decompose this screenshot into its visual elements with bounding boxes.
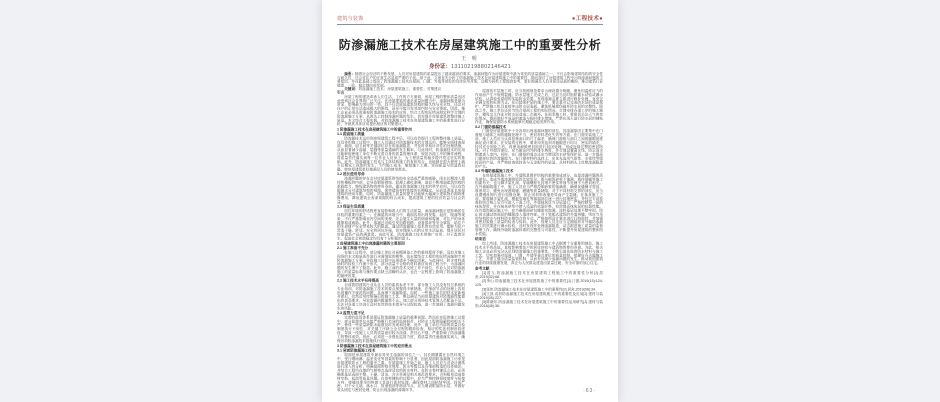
subsection-heading: 3.1 屋面防渗漏施工技术 <box>337 348 376 353</box>
subsection-heading: 1.3 保证生活质量 <box>337 204 365 209</box>
body-paragraph: 房屋工程的建造牵涉人们生活、工作的方方面面，房屋工程的整体质量也因此受到社会各界的广泛关注。在房屋建筑的诸多质量问题当中，渗漏问题是最为常见、影响最为突出的一类，其不仅会降低建筑结构的耐久性与安全性，还会对住户的正常生活造成极大的困扰，甚至可能引发邻里纠纷与安全事故。因此，施工企业必须高度重视防渗漏施工技术的应用，结合工程实际情况制定科学合理的防渗漏施工方案，从源头上控制渗漏问题的发生，切实提升房屋建筑的整体施工质量。本文结合工程实践，对防渗漏施工技术在房屋建筑施工中的重要性进行分析，并就其具体应用提出相应的对策建议。 <box>337 94 465 127</box>
reference-item: [2]李山.防渗漏施工技术在房屋建筑施工中的重要性[J].门窗,2019(15):124-125. <box>475 278 603 288</box>
reference-item: [3]张伟.防渗漏施工技术在房屋建筑施工中的重要性[J].居舍,2019(06):34. <box>482 287 597 292</box>
abstract-label: 摘要： <box>344 71 355 76</box>
body-paragraph: 屋面是房屋建筑中最容易发生渗漏的部位之一，其长期暴露在自然环境之中，受日晒雨淋、温差变化等因素的影响十分显著，因此屋面防渗漏施工历来是房屋建筑防水工程的重中之重。在屋面施工开始之前，施工人员应当对设计图纸进行深入的分析，明确屋面的排水坡度、防水等级以及各细部构造的具体做法，并结合工程所在地的气候特点选择适宜的防水材料。在防水卷材铺设之前，必须确保基层表面平整、干燥、清洁，含水率满足相关规范的要求，否则极易造成卷材空鼓、起泡等质量问题。在卷材铺贴的过程中，应当严格控制搭接宽度与搭接方向，接缝处要采用热熔工艺进行密封处理，确保卷材之间粘结牢固、封闭严密。对于女儿墙、落水口、管道根部等细部节点，应当增设附加防水层，并做好收头固定与密封处理，防止出现渗漏的薄弱环节。 <box>337 352 465 393</box>
page-number: ·63· <box>583 388 596 394</box>
body-paragraph: 屋面找平层施工时，应当按照规范要求合理设置分格缝，避免因温度应力的作用而产生不规则裂缝。防水层施工完成之后，还应当及时组织蓄水试验或淋水试验，认真检验屋面的实际防水效果，发现渗漏点要立即进行修补处理，直至完全满足验收标准为止。在后续保护层的施工中，要注意对已完成防水层的成品保护，严禁施工机具直接冲击防水层表面，避免机械损伤破坏防水层的完整性。除此之外，施工单位还应当结合屋面工程的实际情况，合理安排各道工序的施工顺序，避免交叉作业对防水层造成二次破坏。在雨季施工时，要密切关注天气的变化情况，提前做好半成品的遮盖与临时排水措施，严禁在雨天进行防水层的铺贴作业，确保屋面防水系统能够长期稳定地发挥作用。 <box>475 89 603 125</box>
body-paragraph: 防渗漏技术运用到房屋建筑工程中后，可以有效提升工程的整体施工质量。在具体的施工过程中，施工人员通过对防渗漏技术的合理运用，能够全面排查屋面、墙面、厨卫间等关键部位存在的渗漏隐患，并及时采取针对性的处理措施，从而显著减少渗漏、裂缝等质量通病的发生概率。与此同时，防渗漏技术的应用还能够促使施工单位不断完善自身的质量管理体系，规范各道工序的操作流程，将质量责任落实到每一位作业人员身上，为工程质量的稳步提升奠定坚实的基础。此外，防渗漏施工技术与主体结构施工的有机结合，也能够在很大程度上减少后期返工现象的发生，节约施工成本，缩短施工工期，实现质量与效益的双赢，使房屋建筑更好地满足人们的使用需求。 <box>337 135 465 172</box>
body-paragraph: 目前我国建筑行业从业人员的素质参差不齐，部分施工人员没有经过系统的专业培训，对防渗漏施工技术的要点掌握得不够熟练，在细部节点的处理上容易出现操作不规范的问题，从而埋下渗漏隐患。同时，一些施工单位的技术更新相对滞后，仍然沿用传统落后的施工工艺，难以满足当前房屋建筑对防渗漏性能提出的更高要求，导致渗漏问题屡禁不止。加之部分现场技术管理人员配备不足，无法对各道工序进行及时有效的技术指导与过程检查，进一步加剧了渗漏问题发生的风险。 <box>337 282 465 311</box>
abstract-text: 随着社会经济的不断发展，人们对房屋建筑的质量提出了越来越高的要求，渗漏问题作为房屋建筑中最为常见的质量通病之一，不仅会影响建筑结构的安全性与耐久性，还会对住户的正常生活造成严重的干扰。基于此，文章首先分析了防渗漏施工技术在房屋建筑施工中的重要性，随后探讨了房屋建筑工程中出现渗漏问题的主要原因，并在此基础上提出了防渗漏施工技术在屋面、门窗、外墙等部位的具体应用对策，以期为同类工程提供参考，更好地满足人们对居住品质的期盼，推动建筑行业健康、一致、稳定地向前发展。 <box>337 71 603 88</box>
subsection-heading: 2.1 施工准备不充分 <box>337 245 369 251</box>
subsection-heading: 3.2 门窗防渗漏技术 <box>475 124 507 129</box>
reference-item: [5]陈晓东.防渗漏施工技术在房屋建筑施工中的重要性运用研究[J].建材与装饰,2018(45):36. <box>475 299 603 309</box>
section-heading: 2 房屋建筑施工中出现渗漏问题的主要原因 <box>337 240 405 246</box>
keywords-text: 防渗漏施工技术；房屋建筑施工；重要性；对策建议 <box>358 86 442 92</box>
article-body <box>337 86 603 397</box>
subsection-heading: 3.3 外墙防渗漏施工技术 <box>475 168 514 173</box>
body-paragraph: 综上所述，防渗漏施工技术在房屋建筑施工中占据着十分重要的地位，施工技术水平的高低，直接影响着住户的居住体验与建筑物的使用寿命。为此，相关施工企业必须充分认识到防渗漏施工的重要性，不断引进先进的防水材料与施工工艺，切实加强对屋面、门窗、外墙等重点部位的质量控制，把握好各关键施工工艺，并建立健全质量监管机制，从而有效减少渗漏问题的发生，推动我国建筑行业的持续健康发展，真正为人民群众建造出质量过硬、安全可靠的放心住宅。 <box>475 241 603 266</box>
subsection-heading: 2.3 监管力度不足 <box>337 310 365 316</box>
page-header <box>337 12 603 22</box>
subsection-heading: 2.2 施工技术水平有待提高 <box>337 278 379 283</box>
body-paragraph: 在房屋建筑施工中，外墙既是围护结构的重要组成部分，也是渗漏问题的高发部位。造成外墙渗漏的原因比较复杂，既与砌筑砂浆不饱满、墙体裂缝等施工因素有关，也与脚手架孔洞、穿墙螺栓孔封堵不密实等细节处理不当密切相关。在外墙砌筑施工中，施工人员应当严格控制砂浆的饱满度，确保灰缝横平竖直、厚度均匀，避免出现透明缝、瞎缝等质量缺陷。对于不同材料交界的部位，应当设置钢丝网片进行加强处理，防止因材料收缩差异而产生裂缝。在抹灰施工之前，要将脚手架孔洞、模板穿墙孔等薄弱部位逐一进行封堵密实，并经过专项检查验收合格之后方可进入下道工序。外墙抹灰应当分层进行，严格控制每一层的抹灰厚度，并在抹灰砂浆中掺入适量的抗裂纤维，有效提高抹灰层的抗裂性能。在外墙饰面层施工中，应当确保面砖勾缝密实饱满，涂料基层处理平整牢固，防止雨水通过饰面层的缝隙渗入墙体内部。对于装配式建筑的外墙拼缝，则应当采用结构防水与材料防水相结合的方式，严格按照设计要求进行打胶密封，并加强对密封胶施工质量的检查与验收。此外，管理人员还应当定期组织对外墙防渗漏施工的效果进行淋水检验，及时发现并处理渗漏隐患，动态跟进施工质量的监督管理工作，确保外墙防渗漏体系的完整性与可靠性，不断提升房屋建筑的整体防水性能。 <box>475 172 603 236</box>
body-paragraph: 居住环境的舒适程度直接影响着人们的生活质量，而渗漏问题正是影响居住体验的重要因素之一。在潮湿的环境当中，墙面容易出现发霉、起皮、脱落等现象，不仅严重影响室内空间的美观，还会滋生大量的细菌和霉菌，对住户的身体健康构成威胁。此外，渗漏还可能引发电路短路、设备损坏等安全事故，给住户的生命财产安全带来较大的隐患。通过防渗漏施工技术的有效应用，能够为住户营造干燥、舒适、安全的居住环境，切实保障人们的日常生活品质，提升居民对房屋建筑产品的满意度。由此可见，防渗漏施工技术的推广应用，对于改善民生、促进社会和谐稳定均具有十分积极的意义。 <box>337 208 465 241</box>
body-paragraph: 在施工过程中，部分施工单位对前期准备工作的重视程度不够，没有对施工现场的水文地质条件进行全面细致的勘察，也未能结合工程的实际情况编制专项防渗漏施工方案，导致施工过程中出现诸多不确定因素。与此同时，防水材料进场时的检验工作流于形式，部分质量不合格的材料被应用到工程当中，为渗漏问题的发生埋下了隐患。此外，施工前的技术交底工作不到位，作业人员对防渗漏施工的质量标准与操作要点缺乏清晰的认识，也在一定程度上影响了防渗漏施工的最终效果。 <box>337 250 465 278</box>
subsection-heading: 1.2 延长使用寿命 <box>337 171 365 177</box>
section-heading: 3 防渗漏施工技术在房屋建筑施工中的应用要点 <box>337 343 412 348</box>
body-paragraph: 渗漏问题的存在会对房屋建筑的结构安全造成严重的威胁，雨水长期渗入墙体和楼板的内部，会导致钢筋锈蚀、混凝土碳化剥落，进而不断削弱建筑结构的承载能力，缩短建筑物的使用寿命。通过防渗漏施工技术的科学应用，可以有效阻隔水分对建筑结构的侵蚀，保持建筑材料性能的长期稳定，从而显著延长房屋建筑的使用年限。同时，防渗漏施工质量的提升还能够大幅减少建筑物后期的维修费用，降低建筑全寿命周期的综合成本，提高建筑工程的经济效益与社会效益。 <box>337 176 465 205</box>
id-label: 身份证： <box>428 64 451 70</box>
section-heading: 结束语 <box>475 236 486 241</box>
journal-name: 建筑与装饰 <box>337 16 364 22</box>
article-title: 防渗漏施工技术在房屋建筑施工中的重要性分析 <box>338 38 602 52</box>
section-heading: 参考文献 <box>475 265 490 271</box>
author-name: 王 明 <box>461 56 479 62</box>
section-heading: 引言 <box>337 89 345 95</box>
body-paragraph: 完善的监管体系是保证防渗漏施工质量的重要前提。然而在实际的施工过程中，部分监理单位未能严格履行自身的监督职责，对防水工程的隐蔽验收把关不严，使得一些质量缺陷未能被及时发现和处理。此外，施工单位内部的质量自检制度执行不到位，对关键工序缺乏全过程的跟踪检查，相应的奖惩机制形同虚设，导致一线施工人员的质量意识较为淡薄，责任心不强，严重影响了防渗漏施工的整体成效。因此，必须进一步强化监管力度，将质量责任逐级落实到人，确保各项防渗漏技术措施执行到位。 <box>337 314 465 343</box>
reference-item: [1]曾飞.防渗漏施工技术在房屋建筑工程施工中的重要性分析[J].居舍,2019(32):68. <box>475 270 603 279</box>
reference-item: [4]王凯.浅析防渗漏施工技术在房屋建筑施工中的重要性及应用[J].建材与装饰,2019(05):227. <box>475 291 603 300</box>
keywords-label: 关键词： <box>344 86 359 92</box>
header-rule <box>337 24 603 25</box>
id-line <box>322 62 618 70</box>
abstract-paragraph <box>337 72 603 87</box>
column-tag: ●工程技术● <box>571 16 603 22</box>
body-paragraph: 门窗是房屋建筑中十分容易出现渗漏问题的部位，其渗漏原因主要集中在门窗框与墙体之间的缝隙处理不当、密封材料老化失效等方面。在门窗安装施工之前，施工人员应当认真复核洞口的尺寸偏差，确保门窗框与洞口之间的缝隙宽度满足设计要求。在安装的过程中，要采用发泡剂对缝隙进行均匀、密实的填充，待其充分固化之后，再使用耐候密封胶进行封闭处理，形成连续完整的密封防线。对于外窗台部位，应当做出向外的排水坡度，并合理设置滴水线，防止雨水倒流进入室内。同时，在门窗框的周边还应当增设防水砂浆保护层，进一步提高门窗部位的防渗漏能力。在门窗材料的选择上，应优先选用气密性、水密性等级较高的产品，并严格检查密封条与五金配件的质量，从材料源头上杜绝渗漏隐患的产生。 <box>475 128 603 169</box>
document-page <box>322 0 618 402</box>
subsection-heading: 1.1 提高施工质量 <box>337 131 365 136</box>
section-heading: 1 防渗漏施工技术在房屋建筑施工中的重要作用 <box>337 126 412 132</box>
article-columns <box>337 86 603 397</box>
id-number: 131102198802146421 <box>450 64 512 70</box>
